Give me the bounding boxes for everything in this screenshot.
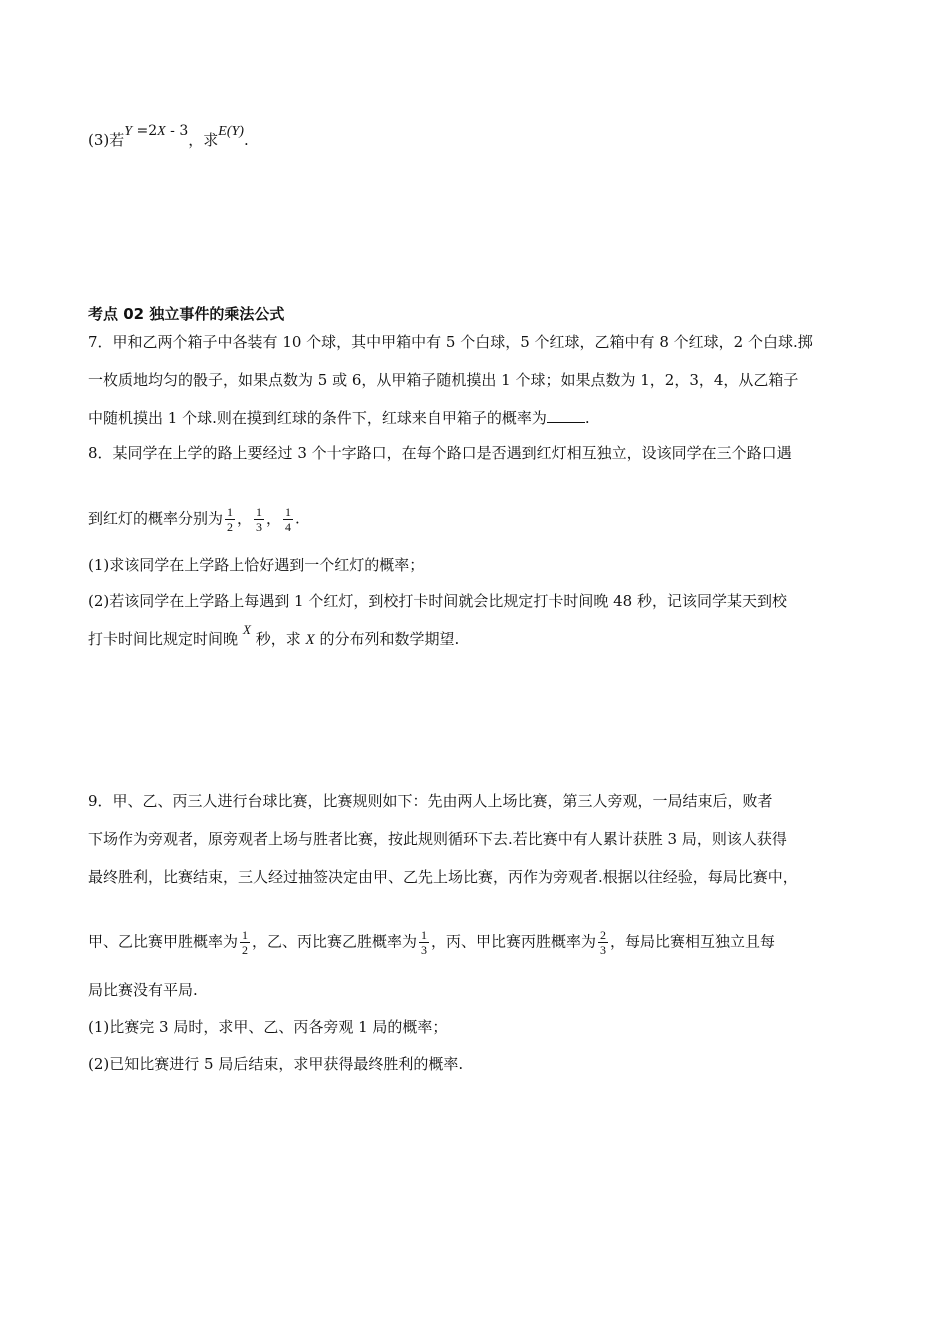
q9-line4: [88, 928, 775, 957]
q8-part1: (1)求该同学在上学路上恰好遇到一个红灯的概率；: [88, 556, 425, 574]
frac-num: 1: [421, 928, 428, 942]
q9-line5: 局比赛没有平局.: [88, 981, 198, 999]
q6-part3-comma: ，求: [188, 131, 219, 149]
q6-part3-prefix: (3)若: [88, 131, 125, 149]
var-Y: Y: [124, 124, 133, 139]
q9-line3: 最终胜利，比赛结束，三人经过抽签决定由甲、乙先上场比赛，丙作为旁观者.根据以往经验，每局比赛中，: [88, 868, 798, 886]
q9-part2: (2)已知比赛进行 5 局后结束，求甲获得最终胜利的概率.: [88, 1055, 464, 1073]
q9-line4-c: ，丙、甲比赛丙胜概率为: [431, 932, 597, 951]
frac-num: 1: [227, 505, 234, 519]
q8-part2-line1: (2)若该同学在上学路上每遇到 1 个红灯，到校打卡时间就会比规定打卡时间晚 48 秒，记该同学某天到校: [88, 592, 787, 610]
frac-num: 1: [242, 928, 249, 942]
answer-blank[interactable]: [547, 408, 585, 423]
frac-den: 2: [242, 943, 249, 957]
eq-end: - 3: [165, 123, 189, 139]
fraction-1-2: [225, 505, 235, 534]
q9-line4-a: 甲、乙比赛甲胜概率为: [88, 932, 239, 951]
section-title: 考点 02 独立事件的乘法公式: [88, 305, 285, 323]
fraction-1-2: [240, 928, 250, 957]
frac-den: 2: [227, 520, 234, 534]
sep: ，: [266, 509, 282, 528]
frac-num: 1: [285, 505, 292, 519]
q7-line1: 7．甲和乙两个箱子中各装有 10 个球，其中甲箱中有 5 个白球，5 个红球，乙箱中有 8 个红球，2 个白球.掷: [88, 333, 813, 351]
q7-line3-text: 中随机摸出 1 个球.则在摸到红球的条件下，红球来自甲箱子的概率为: [88, 409, 547, 427]
fraction-1-3: [419, 928, 429, 957]
q8-part2-a: 打卡时间比规定时间晚: [88, 630, 239, 648]
expectation-expr: E(Y): [218, 124, 244, 139]
fraction-2-3: [598, 928, 608, 957]
var-X: X: [305, 632, 315, 648]
q9-line1: 9．甲、乙、丙三人进行台球比赛，比赛规则如下：先由两人上场比赛，第三人旁观，一局结束后，败者: [88, 792, 773, 810]
q9-line4-d: ，每局比赛相互独立且每: [610, 932, 776, 951]
q9-line2: 下场作为旁观者，原旁观者上场与胜者比赛，按此规则循环下去.若比赛中有人累计获胜 3 局，则该人获得: [88, 830, 787, 848]
sep: ，: [237, 509, 253, 528]
frac-den: 3: [421, 943, 428, 957]
frac-num: 1: [256, 505, 263, 519]
var-X: X: [157, 124, 166, 139]
q8-line2-prefix: 到红灯的概率分别为: [88, 509, 224, 528]
frac-den: 4: [285, 520, 292, 534]
eq-mid: =2: [132, 123, 158, 139]
q8-line1: 8．某同学在上学的路上要经过 3 个十字路口，在每个路口是否遇到红灯相互独立，设该同学在三个路口遇: [88, 444, 792, 462]
frac-den: 3: [256, 520, 263, 534]
fraction-1-3: [254, 505, 264, 534]
q7-line3-end: .: [584, 409, 590, 427]
q8-part2-c: 的分布列和数学期望.: [314, 630, 460, 648]
q7-line3: [88, 408, 590, 428]
q8-line2: [88, 505, 300, 534]
q6-part3: [88, 123, 249, 152]
q7-line2: 一枚质地均匀的骰子，如果点数为 5 或 6，从甲箱子随机摸出 1 个球；如果点数为 1，2，3，4，从乙箱子: [88, 371, 799, 389]
var-X: X: [243, 622, 251, 637]
end: .: [295, 509, 300, 528]
q8-part2-b: 秒，求: [250, 630, 306, 648]
q6-part3-period: .: [243, 131, 249, 149]
q8-part2-line2: [88, 622, 460, 650]
fraction-1-4: [283, 505, 293, 534]
frac-num: 2: [600, 928, 607, 942]
q9-line4-b: ，乙、丙比赛乙胜概率为: [252, 932, 418, 951]
frac-den: 3: [600, 943, 607, 957]
q9-part1: (1)比赛完 3 局时，求甲、乙、丙各旁观 1 局的概率；: [88, 1018, 448, 1036]
